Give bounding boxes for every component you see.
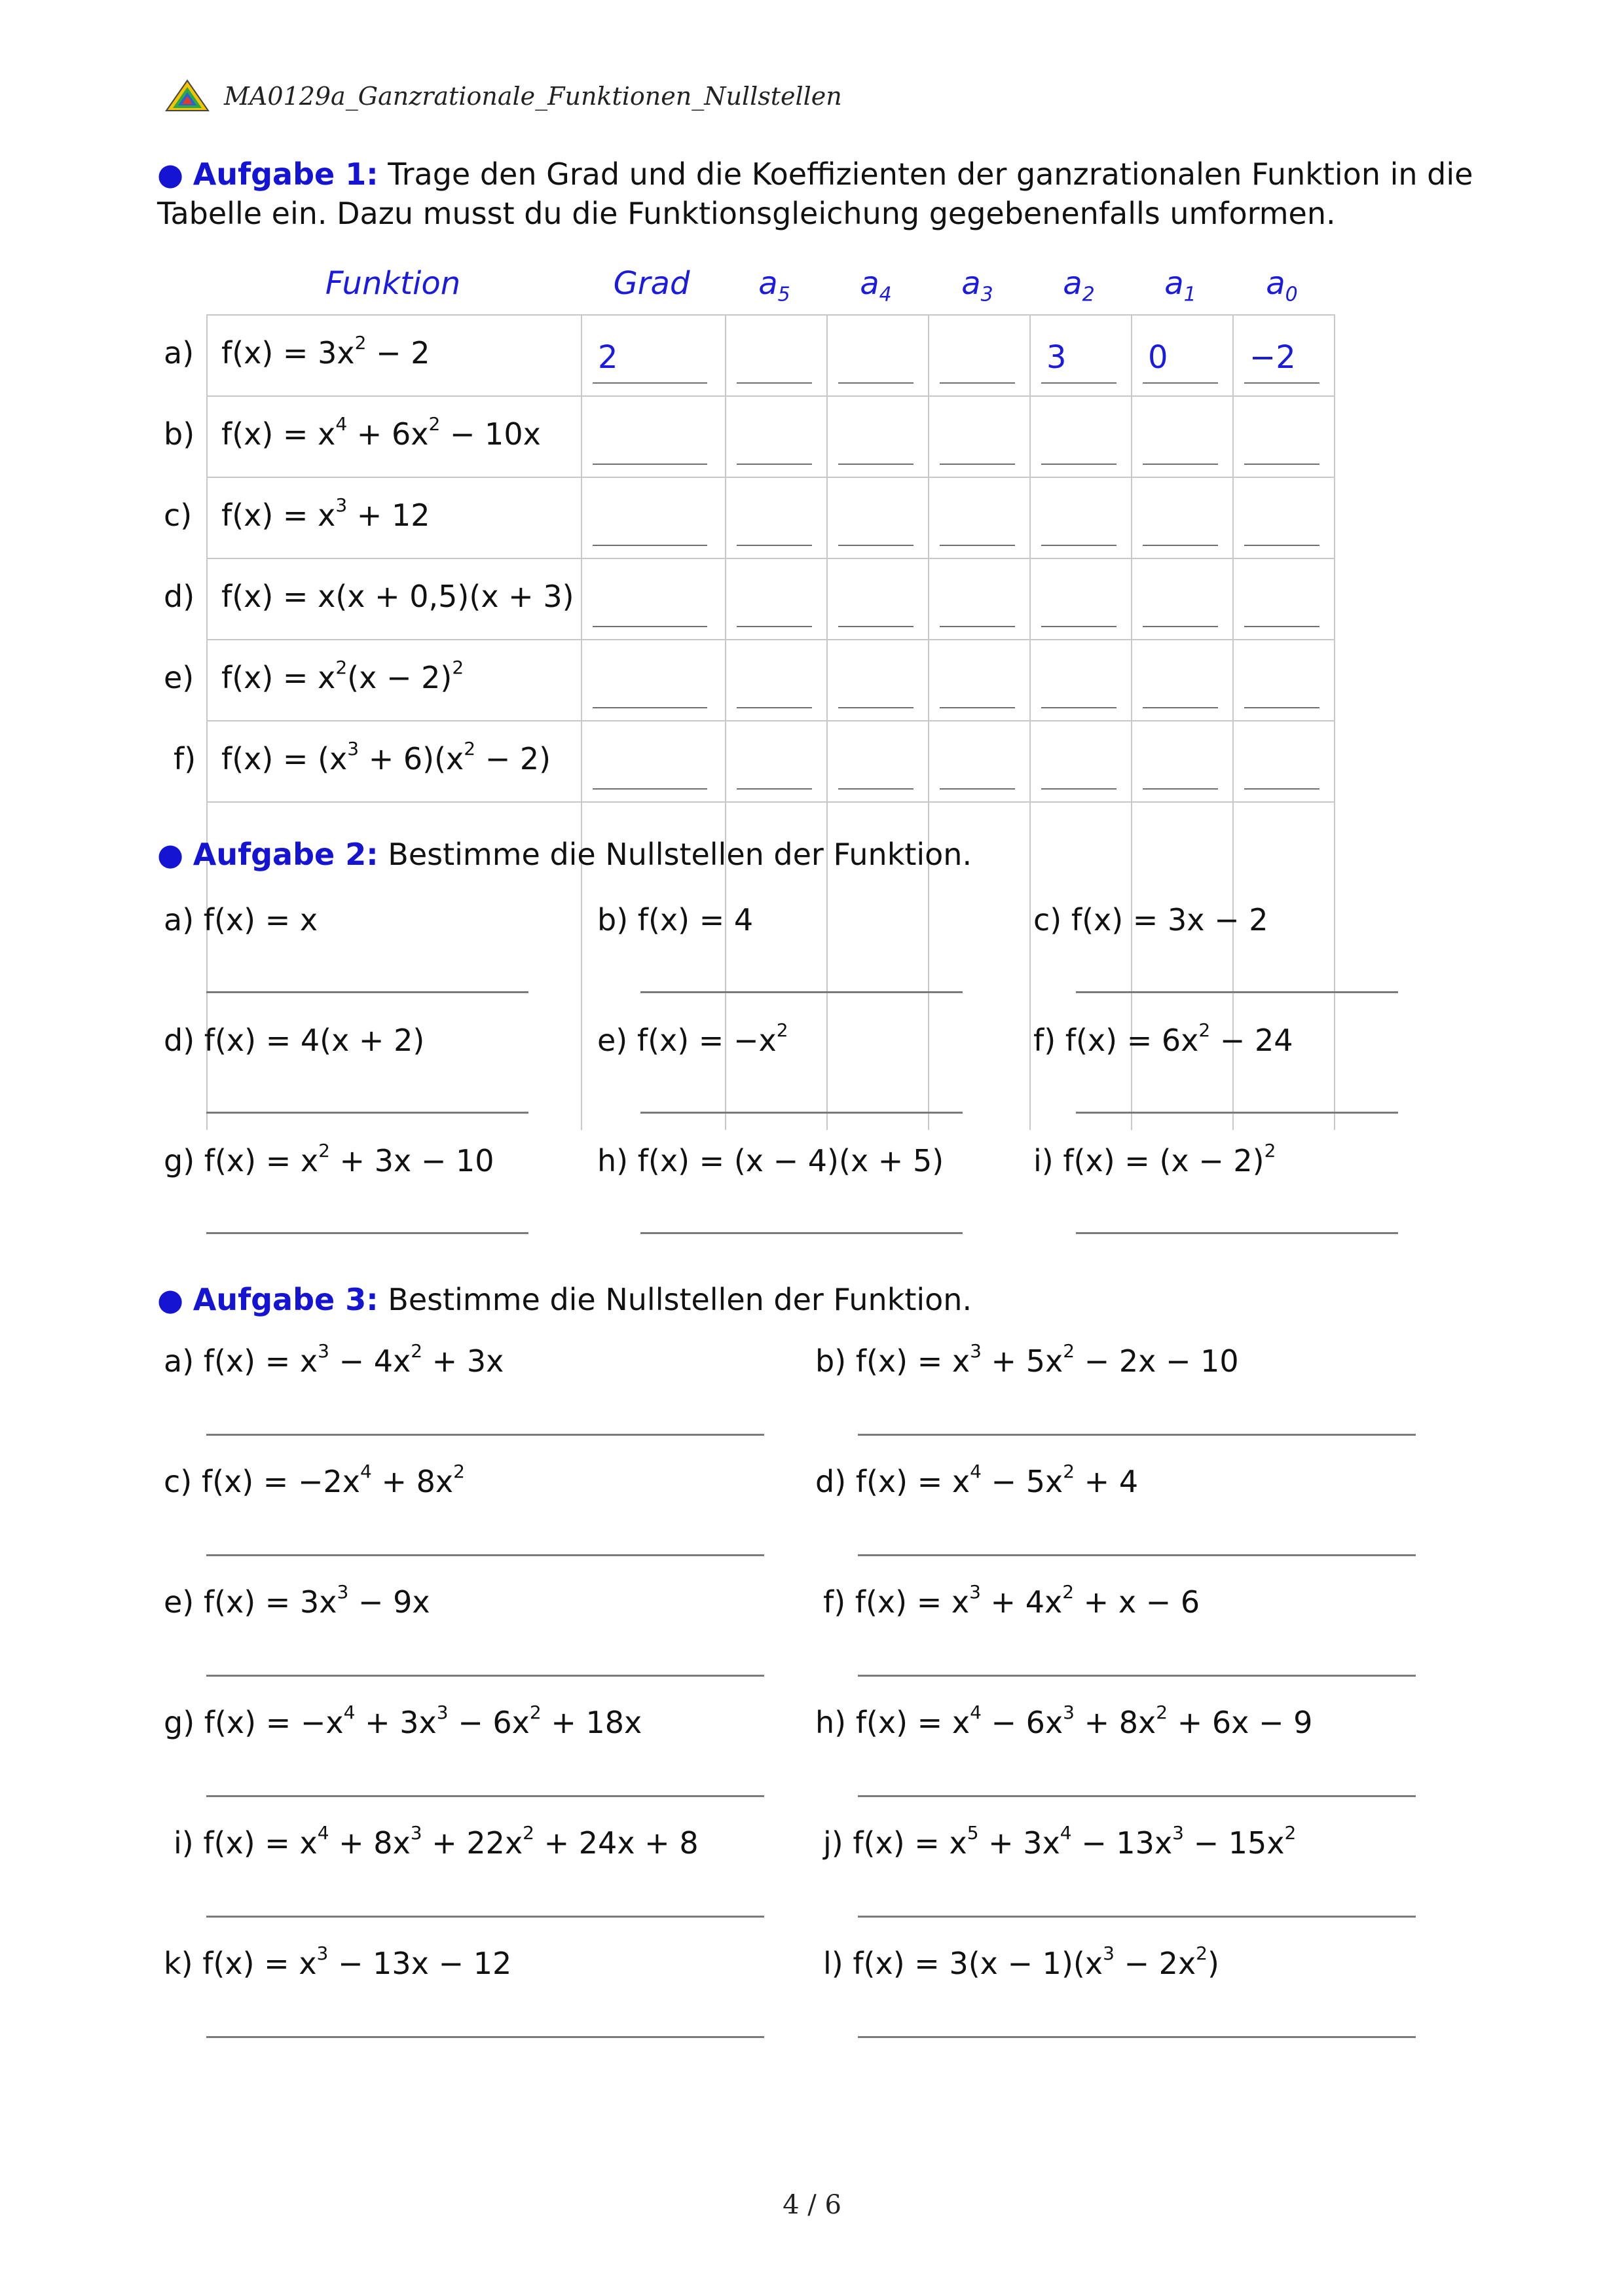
row-label: c): [164, 498, 193, 533]
formula-part: + 4x: [980, 1584, 1063, 1620]
row-divider: [206, 558, 1334, 559]
formula-part: + 8x: [371, 1464, 454, 1499]
answer-blank[interactable]: [737, 545, 812, 546]
formula-part: + 24x + 8: [534, 1825, 699, 1861]
exponent: 2: [428, 413, 441, 435]
answer-blank[interactable]: [1244, 382, 1320, 384]
answer-blank[interactable]: [940, 788, 1015, 790]
exponent: 3: [337, 1581, 349, 1603]
answer-blank[interactable]: [593, 382, 707, 384]
exponent: 4: [360, 1461, 372, 1482]
exponent: 3: [1063, 1702, 1075, 1723]
formula-part: f(x) = x: [203, 902, 318, 938]
item-label: d): [164, 1023, 195, 1058]
item-label: h): [815, 1705, 847, 1740]
exponent: 2: [1063, 1340, 1075, 1362]
answer-line[interactable]: [858, 1554, 1416, 1556]
formula-part: − 24: [1210, 1023, 1293, 1058]
bullet: ●: [157, 837, 184, 872]
formula-part: f(x) = 6x: [1065, 1023, 1199, 1058]
formula-part: − 10x: [440, 416, 541, 452]
function-formula: [221, 413, 541, 452]
exponent: 3: [436, 1702, 449, 1723]
answer-grad: 2: [598, 339, 618, 376]
exponent: 2: [776, 1019, 788, 1041]
formula-part: − 2x − 10: [1075, 1343, 1239, 1379]
row-divider: [206, 801, 1334, 803]
exercise-item: [815, 1461, 1139, 1499]
answer-line[interactable]: [858, 1795, 1416, 1797]
formula-part: + 6x: [347, 416, 429, 452]
item-label: a): [164, 902, 194, 938]
formula-part: − 2x: [1114, 1946, 1196, 1981]
exponent: 2: [1264, 1140, 1276, 1161]
exponent: 3: [347, 738, 360, 759]
exponent: 3: [318, 1340, 329, 1362]
row-divider: [206, 639, 1334, 640]
exponent: 4: [970, 1702, 982, 1723]
exponent: 2: [464, 738, 476, 759]
exponent: 5: [967, 1822, 979, 1844]
formula-part: − 9x: [348, 1584, 430, 1620]
answer-blank[interactable]: [838, 788, 913, 790]
formula-part: f(x) = x: [202, 1946, 317, 1981]
answer-a0: −2: [1249, 339, 1296, 376]
item-label: e): [164, 1584, 194, 1620]
logo-icon: [165, 79, 210, 113]
answer-blank[interactable]: [1041, 382, 1116, 384]
formula-part: f(x) = 3(x − 1)(x: [853, 1946, 1103, 1981]
row-divider: [206, 720, 1334, 721]
formula-part: f(x) = 3x − 2: [1071, 902, 1268, 938]
document-title: MA0129a_Ganzrationale_Funktionen_Nullstellen: [224, 82, 842, 111]
exercise-item: [164, 1461, 465, 1499]
formula-part: − 15x: [1184, 1825, 1285, 1861]
formula-part: f(x) = 4: [637, 902, 754, 938]
answer-blank[interactable]: [940, 707, 1015, 708]
item-label: g): [164, 1705, 195, 1740]
item-label: a): [164, 1343, 194, 1379]
answer-blank[interactable]: [838, 626, 913, 627]
exponent: 3: [316, 1942, 329, 1964]
exponent: 2: [354, 332, 367, 354]
formula-part: f(x) = (x: [221, 741, 348, 776]
answer-blank[interactable]: [737, 382, 812, 384]
exponent: 2: [523, 1822, 534, 1844]
exercise-item: [823, 1822, 1297, 1861]
formula-part: − 13x: [1071, 1825, 1173, 1861]
page-number: 4 / 6: [783, 2190, 841, 2220]
item-label: e): [597, 1023, 628, 1058]
item-label: c): [1033, 902, 1062, 938]
answer-blank[interactable]: [593, 545, 707, 546]
exercise-item: [164, 1140, 494, 1178]
exponent: 2: [1198, 1019, 1211, 1041]
formula-part: + 22x: [422, 1825, 523, 1861]
answer-line[interactable]: [206, 1795, 764, 1797]
exercise-item: [164, 1702, 642, 1740]
answer-blank[interactable]: [1143, 545, 1218, 546]
exponent: 2: [411, 1340, 423, 1362]
task2-label: Aufgabe 2:: [193, 837, 378, 872]
formula-part: f(x) = x: [221, 498, 336, 533]
formula-part: + 3x: [422, 1343, 504, 1379]
exponent: 3: [1103, 1942, 1115, 1964]
formula-part: f(x) = 4(x + 2): [204, 1023, 425, 1058]
col-header-a5: $a_5$: [758, 265, 790, 306]
col-header-a1: $a_1$: [1164, 265, 1196, 306]
formula-part: f(x) = x: [221, 416, 336, 452]
exponent: 3: [969, 1581, 981, 1603]
exercise-item: [1033, 1140, 1276, 1178]
exponent: 4: [1060, 1822, 1072, 1844]
formula-part: f(x) = x: [855, 1705, 970, 1740]
exercise-item: [164, 902, 318, 938]
exponent: 3: [410, 1822, 422, 1844]
formula-part: f(x) = x: [855, 1464, 970, 1499]
formula-part: + 12: [347, 498, 430, 533]
exercise-item: [815, 1340, 1239, 1379]
answer-blank[interactable]: [838, 464, 913, 465]
exercise-item: [597, 902, 753, 938]
task3-label: Aufgabe 3:: [193, 1282, 378, 1317]
formula-part: + 3x − 10: [329, 1143, 494, 1178]
formula-part: + 8x: [329, 1825, 411, 1861]
answer-line[interactable]: [206, 1554, 764, 1556]
formula-part: f(x) = −2x: [201, 1464, 361, 1499]
task2-text: Bestimme die Nullstellen der Funktion.: [378, 837, 972, 872]
exercise-item: [815, 1702, 1313, 1740]
answer-line[interactable]: [1076, 991, 1398, 993]
formula-part: − 4x: [329, 1343, 411, 1379]
exponent: 2: [1062, 1581, 1075, 1603]
answer-line[interactable]: [206, 2036, 764, 2038]
answer-line[interactable]: [858, 1675, 1416, 1677]
answer-line[interactable]: [640, 991, 963, 993]
formula-part: − 5x: [981, 1464, 1063, 1499]
item-label: g): [164, 1143, 195, 1178]
col-header-a2: $a_2$: [1063, 265, 1095, 306]
answer-blank[interactable]: [1143, 464, 1218, 465]
formula-part: f(x) = x: [203, 1825, 318, 1861]
task2-instruction: [157, 835, 1480, 874]
row-label: b): [164, 416, 195, 452]
exponent: 2: [318, 1140, 330, 1161]
formula-part: − 6x: [448, 1705, 530, 1740]
answer-line[interactable]: [206, 1112, 528, 1114]
exercise-item: [164, 1340, 504, 1379]
item-label: i): [174, 1825, 194, 1861]
bullet: ●: [157, 156, 184, 192]
exercise-item: [823, 1942, 1219, 1981]
item-label: f): [823, 1584, 846, 1620]
answer-line[interactable]: [1076, 1232, 1398, 1234]
formula-part: + 18x: [541, 1705, 642, 1740]
formula-part: f(x) = x: [204, 1143, 319, 1178]
exercise-item: [823, 1581, 1200, 1620]
formula-part: f(x) = x: [203, 1343, 318, 1379]
answer-blank[interactable]: [1041, 788, 1116, 790]
exercise-item: [164, 1942, 512, 1981]
formula-part: (x − 2): [347, 660, 452, 695]
exponent: 2: [452, 657, 464, 678]
answer-line[interactable]: [206, 1916, 764, 1918]
answer-line[interactable]: [206, 991, 528, 993]
answer-blank[interactable]: [940, 626, 1015, 627]
answer-blank[interactable]: [737, 788, 812, 790]
formula-part: + 4: [1075, 1464, 1139, 1499]
answer-blank[interactable]: [1244, 545, 1320, 546]
answer-blank[interactable]: [1041, 707, 1116, 708]
exercise-item: [174, 1822, 699, 1861]
formula-part: f(x) = x: [221, 660, 336, 695]
answer-line[interactable]: [858, 1916, 1416, 1918]
formula-part: + 8x: [1075, 1705, 1156, 1740]
formula-part: + 6x − 9: [1168, 1705, 1313, 1740]
exercise-item: [1033, 1019, 1293, 1058]
answer-blank[interactable]: [940, 382, 1015, 384]
answer-blank[interactable]: [593, 707, 707, 708]
item-label: l): [823, 1946, 843, 1981]
answer-blank[interactable]: [1143, 382, 1218, 384]
function-formula: [221, 332, 430, 371]
bullet: ●: [157, 1282, 184, 1317]
formula-part: − 13x − 12: [328, 1946, 512, 1981]
answer-blank[interactable]: [593, 788, 707, 790]
row-divider: [206, 395, 1334, 397]
exercise-item: [164, 1023, 424, 1058]
exercise-item: [597, 1143, 944, 1178]
formula-part: f(x) = (x − 2): [1063, 1143, 1264, 1178]
answer-line[interactable]: [640, 1232, 963, 1234]
answer-line[interactable]: [206, 1232, 528, 1234]
item-label: d): [815, 1464, 847, 1499]
formula-part: + 5x: [981, 1343, 1063, 1379]
formula-part: f(x) = (x − 4)(x + 5): [637, 1143, 944, 1178]
answer-line[interactable]: [1076, 1112, 1398, 1114]
item-label: f): [1033, 1023, 1056, 1058]
exponent: 2: [1196, 1942, 1208, 1964]
formula-part: f(x) = −x: [637, 1023, 777, 1058]
answer-blank[interactable]: [1143, 788, 1218, 790]
formula-part: f(x) = 3x: [221, 335, 355, 371]
row-label: e): [164, 660, 194, 695]
exercise-item: [164, 1581, 430, 1620]
task3-instruction: [157, 1280, 1480, 1319]
exponent: 4: [317, 1822, 329, 1844]
exercise-item: [597, 1019, 788, 1058]
task3-text: Bestimme die Nullstellen der Funktion.: [378, 1282, 972, 1317]
answer-blank[interactable]: [593, 626, 707, 627]
formula-part: + x − 6: [1074, 1584, 1200, 1620]
function-formula: [221, 579, 574, 614]
answer-a2: 3: [1046, 339, 1067, 376]
answer-blank[interactable]: [737, 626, 812, 627]
formula-part: − 2: [366, 335, 430, 371]
col-header-a0: $a_0$: [1266, 265, 1298, 306]
exponent: 2: [1156, 1702, 1168, 1723]
exponent: 2: [1063, 1461, 1075, 1482]
item-label: c): [164, 1464, 193, 1499]
answer-blank[interactable]: [1244, 707, 1320, 708]
answer-blank[interactable]: [737, 464, 812, 465]
exponent: 3: [970, 1340, 982, 1362]
formula-part: f(x) = x: [853, 1825, 967, 1861]
exponent: 3: [335, 494, 348, 516]
exponent: 4: [343, 1702, 356, 1723]
row-label: f): [174, 741, 196, 776]
answer-a1: 0: [1148, 339, 1168, 376]
item-label: b): [815, 1343, 847, 1379]
answer-line[interactable]: [206, 1434, 764, 1436]
exponent: 2: [529, 1702, 542, 1723]
page-header: [165, 73, 842, 119]
formula-part: f(x) = −x: [204, 1705, 344, 1740]
row-label: a): [164, 335, 194, 371]
answer-line[interactable]: [206, 1675, 764, 1677]
answer-line[interactable]: [858, 1434, 1416, 1436]
answer-blank[interactable]: [593, 464, 707, 465]
exponent: 4: [335, 413, 348, 435]
exercise-item: [1033, 902, 1268, 938]
function-formula: [221, 657, 464, 695]
row-divider: [206, 477, 1334, 478]
formula-part: + 3x: [978, 1825, 1060, 1861]
exponent: 4: [970, 1461, 982, 1482]
col-header-a3: $a_3$: [961, 265, 993, 306]
answer-blank[interactable]: [1041, 464, 1116, 465]
task1-label: Aufgabe 1:: [193, 156, 378, 192]
formula-part: f(x) = x(x + 0,5)(x + 3): [221, 579, 574, 614]
answer-blank[interactable]: [1143, 707, 1218, 708]
formula-part: − 6x: [981, 1705, 1063, 1740]
function-formula: [221, 494, 430, 533]
answer-blank[interactable]: [940, 545, 1015, 546]
answer-blank[interactable]: [838, 545, 913, 546]
col-header-grad: Grad: [613, 265, 690, 302]
formula-part: + 3x: [355, 1705, 437, 1740]
item-label: j): [823, 1825, 843, 1861]
formula-part: f(x) = x: [855, 1584, 970, 1620]
formula-part: f(x) = x: [855, 1343, 970, 1379]
col-header-a4: $a_4$: [860, 265, 892, 306]
answer-blank[interactable]: [1244, 626, 1320, 627]
function-formula: [221, 738, 551, 776]
exponent: 3: [1172, 1822, 1184, 1844]
answer-line[interactable]: [640, 1112, 963, 1114]
exponent: 2: [335, 657, 348, 678]
col-header-funktion: Funktion: [325, 265, 461, 302]
item-label: b): [597, 902, 629, 938]
formula-part: f(x) = 3x: [203, 1584, 337, 1620]
answer-blank[interactable]: [940, 464, 1015, 465]
answer-blank[interactable]: [1041, 626, 1116, 627]
answer-blank[interactable]: [1244, 464, 1320, 465]
formula-part: ): [1208, 1946, 1219, 1981]
answer-blank[interactable]: [1244, 788, 1320, 790]
answer-line[interactable]: [858, 2036, 1416, 2038]
answer-blank[interactable]: [1041, 545, 1116, 546]
answer-blank[interactable]: [737, 707, 812, 708]
answer-blank[interactable]: [838, 382, 913, 384]
task1-text: Trage den Grad und die Koeffizienten der ganzrationalen Funktion in die Tabelle ein. Dazu musst du die Funktionsgleichung gegebenenfalls umformen.: [157, 156, 1473, 231]
item-label: h): [597, 1143, 629, 1178]
answer-blank[interactable]: [1143, 626, 1218, 627]
exponent: 2: [453, 1461, 465, 1482]
answer-blank[interactable]: [838, 707, 913, 708]
item-label: k): [164, 1946, 193, 1981]
task1-instruction: [157, 155, 1480, 233]
formula-part: − 2): [475, 741, 551, 776]
formula-part: + 6)(x: [359, 741, 464, 776]
exponent: 2: [1284, 1822, 1297, 1844]
item-label: i): [1033, 1143, 1054, 1178]
row-label: d): [164, 579, 195, 614]
